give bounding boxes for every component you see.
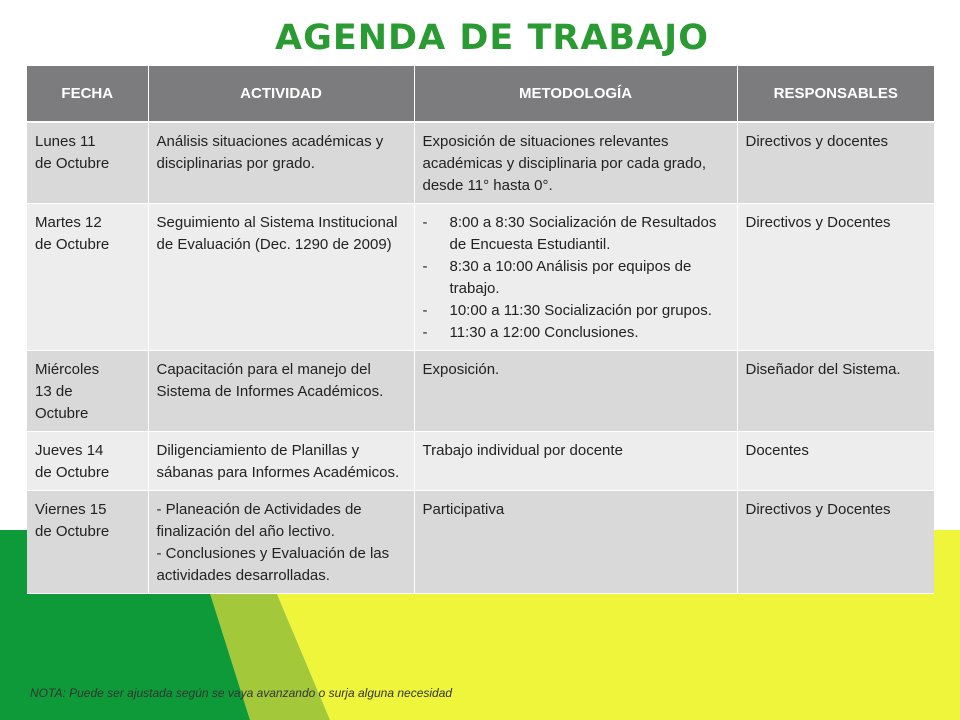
fecha-month: de Octubre	[35, 236, 110, 253]
schedule-list	[423, 212, 729, 344]
cell-actividad: Análisis situaciones académicas y disciplinarias por grado.	[148, 122, 414, 204]
cell-actividad: Diligenciamiento de Planillas y sábanas para Informes Académicos.	[148, 432, 414, 491]
table-row	[27, 491, 934, 594]
actividad-line: - Conclusiones y Evaluación de las actividades desarrolladas.	[156, 545, 390, 584]
cell-fecha	[27, 204, 148, 351]
fecha-day: Lunes 11	[35, 133, 96, 150]
cell-metodologia	[414, 204, 737, 351]
cell-responsables: Diseñador del Sistema.	[737, 351, 934, 432]
cell-responsables: Docentes	[737, 432, 934, 491]
list-item: - 10:00 a 11:30 Socialización por grupos.	[423, 300, 729, 322]
list-item: - 8:30 a 10:00 Análisis por equipos de trabajo.	[423, 256, 729, 300]
header-responsables: RESPONSABLES	[737, 66, 934, 122]
fecha-day: Jueves 14	[35, 442, 104, 459]
fecha-month: de Octubre	[35, 155, 110, 172]
header-metodologia: METODOLOGÍA	[414, 66, 737, 122]
footnote: NOTA: Puede ser ajustada según se vaya avanzando o surja alguna necesidad	[30, 686, 453, 700]
cell-metodologia: Exposición.	[414, 351, 737, 432]
cell-actividad	[148, 491, 414, 594]
cell-responsables: Directivos y Docentes	[737, 491, 934, 594]
cell-actividad: Seguimiento al Sistema Institucional de Evaluación (Dec. 1290 de 2009)	[148, 204, 414, 351]
cell-fecha	[27, 351, 148, 432]
fecha-month: de Octubre	[35, 464, 110, 481]
table-row	[27, 122, 934, 204]
fecha-month: de Octubre	[35, 523, 110, 540]
table-row	[27, 351, 934, 432]
fecha-extra: Octubre	[35, 405, 89, 422]
table-row	[27, 204, 934, 351]
table-header-row	[27, 66, 934, 122]
agenda-table	[27, 66, 934, 594]
cell-metodologia: Exposición de situaciones relevantes académicas y disciplinaria por cada grado, desde 11° hasta 0°.	[414, 122, 737, 204]
cell-responsables: Directivos y docentes	[737, 122, 934, 204]
cell-metodologia: Trabajo individual por docente	[414, 432, 737, 491]
fecha-month: 13 de	[35, 383, 73, 400]
cell-responsables: Directivos y Docentes	[737, 204, 934, 351]
cell-fecha	[27, 122, 148, 204]
list-item: - 8:00 a 8:30 Socialización de Resultados de Encuesta Estudiantil.	[423, 212, 729, 256]
header-fecha: FECHA	[27, 66, 148, 122]
cell-actividad: Capacitación para el manejo del Sistema de Informes Académicos.	[148, 351, 414, 432]
actividad-line: - Planeación de Actividades de finalización del año lectivo.	[156, 501, 362, 540]
table-row	[27, 432, 934, 491]
cell-fecha	[27, 432, 148, 491]
header-actividad: ACTIVIDAD	[148, 66, 414, 122]
fecha-day: Viernes 15	[35, 501, 107, 518]
cell-fecha	[27, 491, 148, 594]
cell-metodologia: Participativa	[414, 491, 737, 594]
page-title: AGENDA DE TRABAJO	[275, 18, 709, 58]
fecha-day: Martes 12	[35, 214, 102, 231]
list-item: - 11:30 a 12:00 Conclusiones.	[423, 322, 729, 344]
fecha-day: Miércoles	[35, 361, 100, 378]
